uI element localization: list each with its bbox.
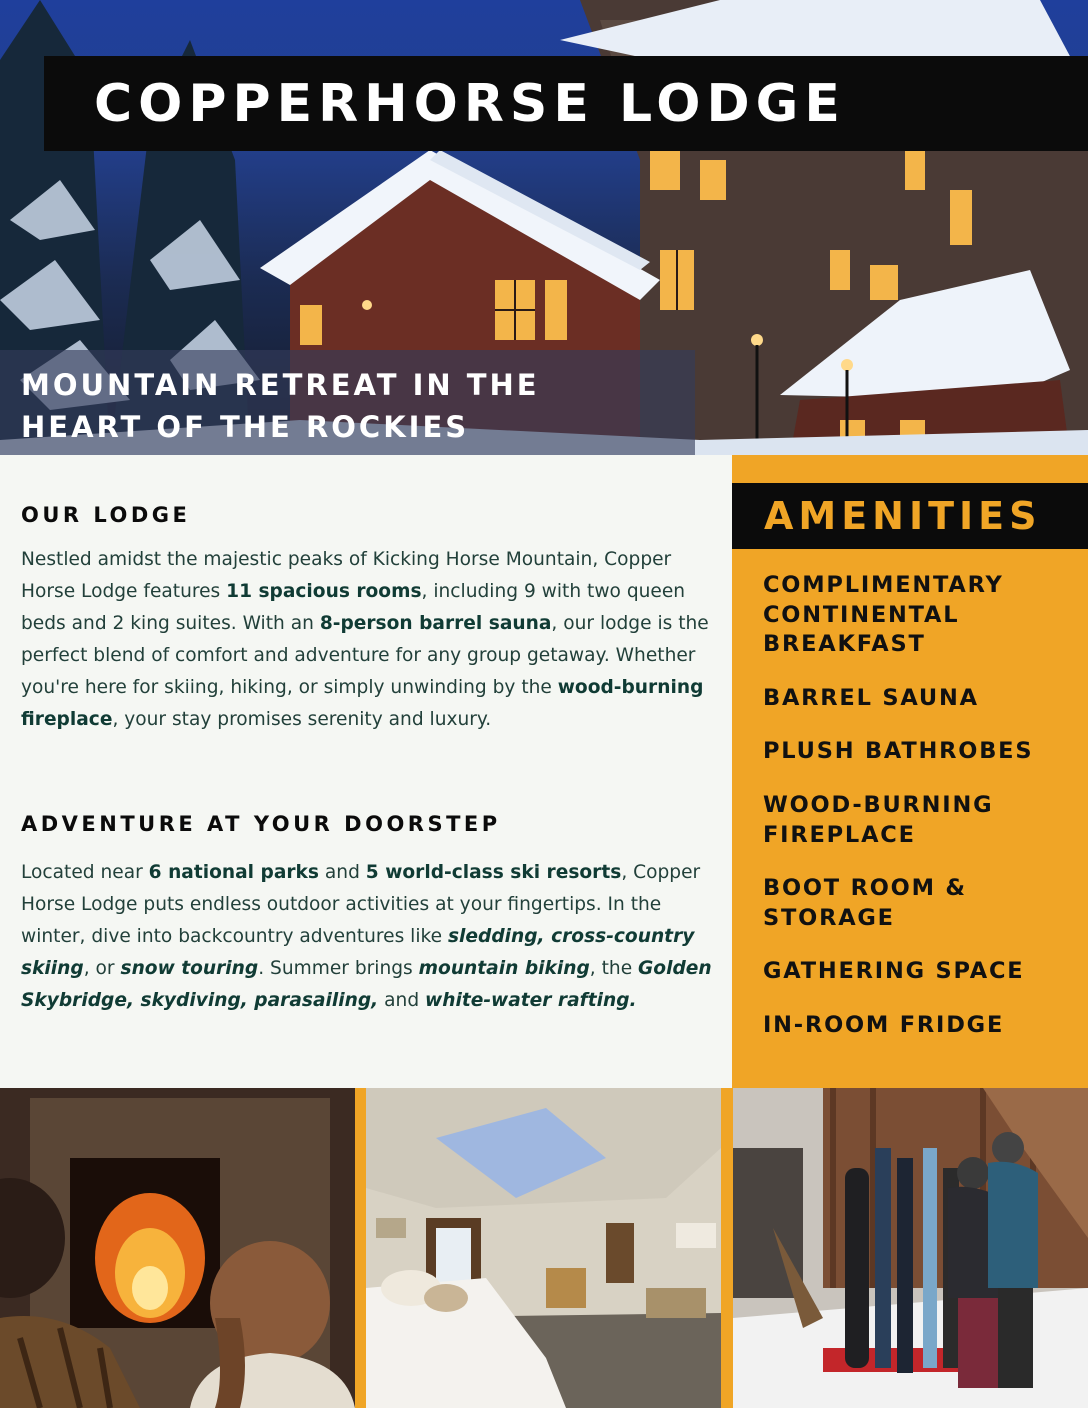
tagline (21, 364, 661, 448)
title-bar (44, 56, 1088, 151)
ski-scene (733, 1088, 1088, 1408)
amenities-header (732, 483, 1088, 549)
amenity-breakfast: COMPLIMENTARY CONTINENTAL BREAKFAST (763, 572, 1004, 657)
our-lodge-heading: OUR LODGE (21, 503, 191, 527)
rafting-highlight: white-water rafting. (425, 990, 637, 1011)
lodge-title: COPPERHORSE LODGE (94, 73, 846, 134)
our-lodge-paragraph (21, 544, 721, 736)
fireplace-photo (0, 1088, 355, 1408)
adventure-heading: ADVENTURE AT YOUR DOORSTEP (21, 812, 501, 836)
amenity-fireplace: WOOD-BURNING FIREPLACE (763, 792, 994, 848)
amenities-panel (732, 455, 1088, 1088)
adventure-paragraph (21, 857, 721, 1017)
amenity-bathrobes: PLUSH BATHROBES (763, 738, 1034, 764)
fireplace-scene (0, 1088, 355, 1408)
text-span: Located near (21, 862, 149, 883)
tagline-line-1: MOUNTAIN RETREAT IN THE (21, 368, 540, 402)
parks-highlight: 6 national parks (148, 862, 319, 883)
amenities-title: AMENITIES (764, 494, 1042, 538)
text-span: , including 9 with two queen beds and 2 king suites. With an (21, 581, 686, 634)
text-span: and (318, 862, 366, 883)
hero-image (0, 0, 1088, 455)
text-span: , Copper Horse Lodge puts endless outdoor activities at your fingertips. In the winter, dive into backcountry adventures like (21, 862, 701, 947)
amenity-fridge: IN-ROOM FRIDGE (763, 1012, 1005, 1038)
text-span: , the (589, 958, 639, 979)
amenity-sauna: BARREL SAUNA (763, 685, 979, 711)
bedroom-scene (366, 1088, 721, 1408)
winter-activities-highlight: sledding, cross-country skiing (21, 926, 695, 979)
ski-gear-photo (733, 1088, 1088, 1408)
snow-touring-highlight: snow touring (120, 958, 259, 979)
text-span: , your stay promises serenity and luxury. (112, 709, 492, 730)
ski-resorts-highlight: 5 world-class ski resorts (365, 862, 622, 883)
text-span: , or (83, 958, 121, 979)
summer-activities-highlight: Golden Skybridge, skydiving, parasailing, (21, 958, 712, 1011)
fireplace-highlight: wood-burning fireplace (21, 677, 704, 730)
text-span: . Summer brings (258, 958, 419, 979)
rooms-highlight: 11 spacious rooms (226, 581, 422, 602)
amenity-boot-room: BOOT ROOM & STORAGE (763, 875, 967, 931)
text-span: Nestled amidst the majestic peaks of Kicking Horse Mountain, Copper Horse Lodge features (21, 549, 672, 602)
tagline-line-2: HEART OF THE ROCKIES (21, 410, 470, 444)
text-span: and (378, 990, 426, 1011)
sauna-highlight: 8-person barrel sauna (319, 613, 552, 634)
bedroom-photo (366, 1088, 721, 1408)
mountain-biking-highlight: mountain biking (418, 958, 590, 979)
amenity-gathering-space: GATHERING SPACE (763, 958, 1025, 984)
photo-strip (0, 1088, 1088, 1408)
text-span: , our lodge is the perfect blend of comfort and adventure for any group getaway. Whether you're here for skiing, hiking, or simply unwinding by the (21, 613, 709, 698)
